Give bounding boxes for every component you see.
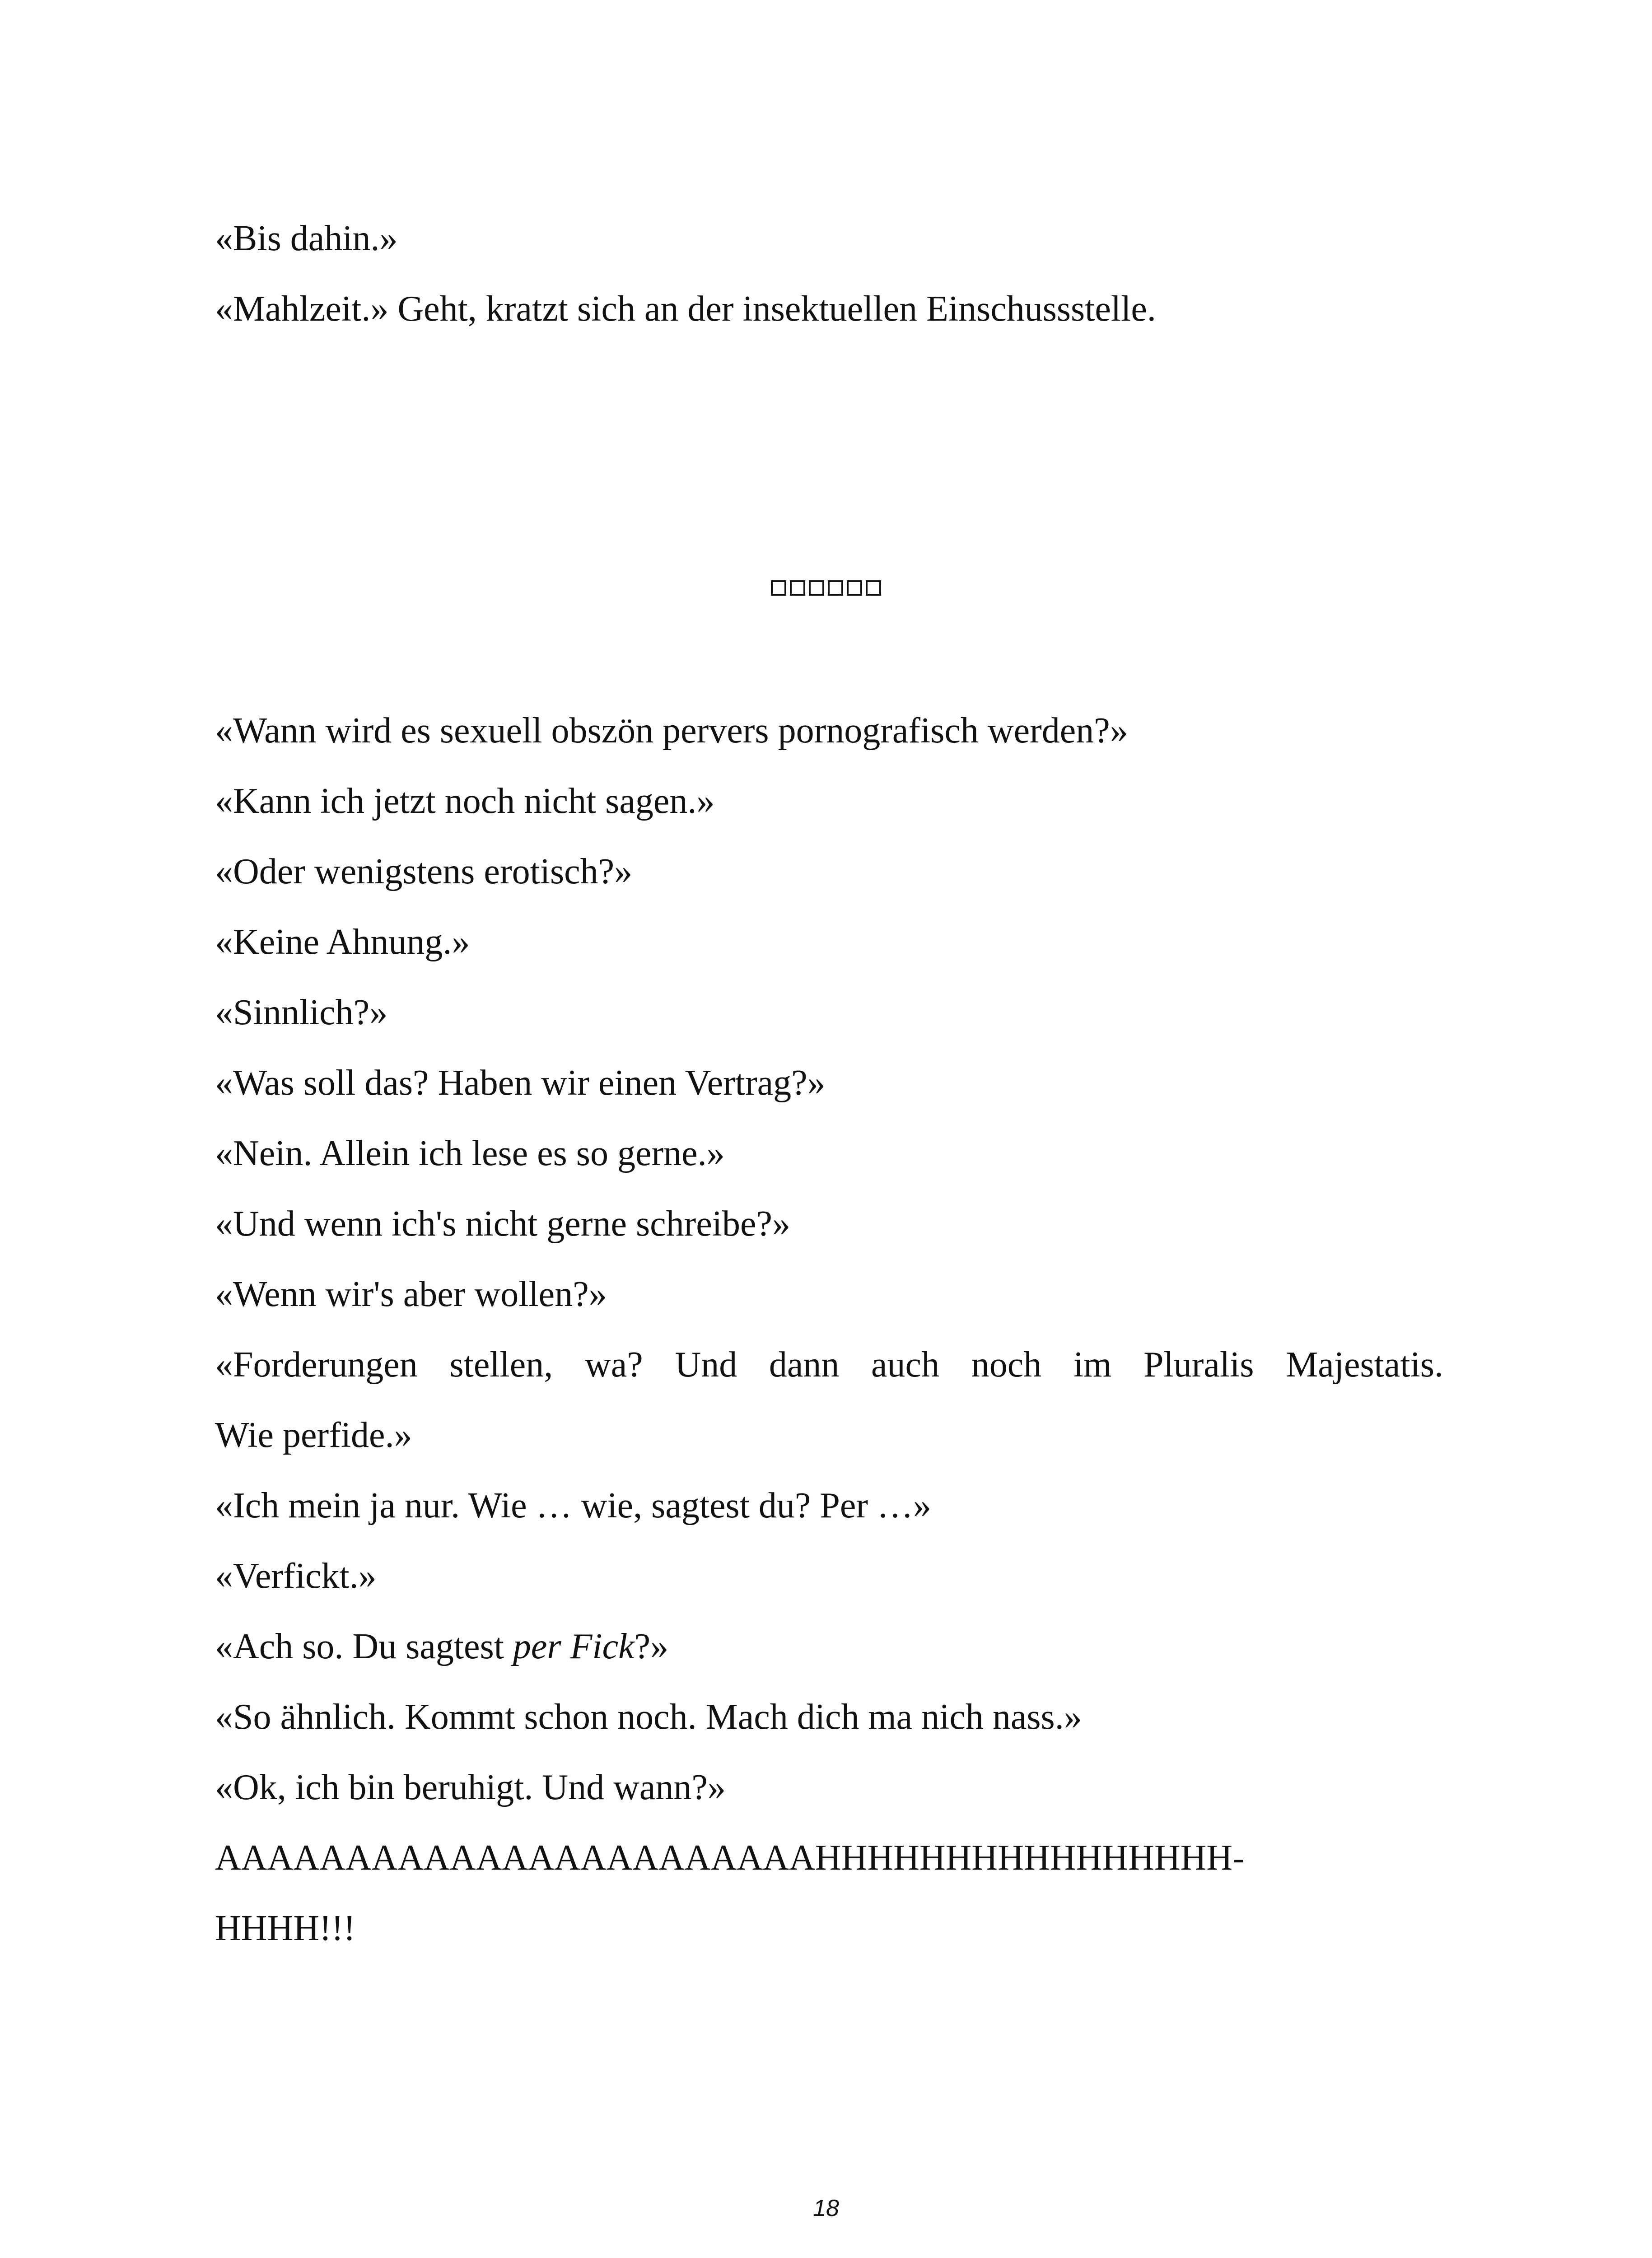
dialog-line: «Und wenn ich's nicht gerne schreibe?» (215, 1204, 790, 1244)
dialog-line: «Wann wird es sexuell obszön pervers pornografisch werden?» (215, 711, 1128, 751)
dialog-line: «Oder wenigstens erotisch?» (215, 852, 633, 891)
dialog-text-block (215, 695, 1443, 1964)
dialog-line: «Was soll das? Haben wir einen Vertrag?» (215, 1063, 826, 1103)
dialog-line: «Wenn wir's aber wollen?» (215, 1274, 607, 1314)
square-box-icon (771, 580, 786, 596)
paragraph-bis-dahin: «Bis dahin.» (215, 219, 398, 258)
dialog-line: Wie perfide.» (215, 1415, 412, 1455)
square-box-icon (847, 580, 862, 596)
square-box-icon (809, 580, 824, 596)
square-box-icon (866, 580, 881, 596)
dialog-line: «Ok, ich bin beruhigt. Und wann?» (215, 1768, 726, 1807)
italic-emphasis: per Fick (513, 1627, 635, 1666)
dialog-line: «Sinnlich?» (215, 993, 388, 1032)
dialog-line: «Ich mein ja nur. Wie … wie, sagtest du? Per …» (215, 1486, 932, 1526)
dialog-line: «Kann ich jetzt noch nicht sagen.» (215, 781, 715, 821)
top-text-block (215, 203, 1443, 344)
dialog-line: «Verfickt.» (215, 1556, 377, 1596)
dialog-line-justified: «Forderungen stellen, wa? Und dann auch noch im Pluralis Majestatis. (215, 1345, 1443, 1385)
square-box-icon (828, 580, 843, 596)
section-separator (0, 580, 1652, 596)
dialog-line: «Keine Ahnung.» (215, 922, 470, 962)
scream-line: AAAAAAAAAAAAAAAAAAAAAAAHHHHHHHHHHHHHHHH- (215, 1838, 1245, 1878)
page-number: 18 (813, 2195, 839, 2221)
square-box-icon (790, 580, 805, 596)
dialog-line: «So ähnlich. Kommt schon noch. Mach dich ma nich nass.» (215, 1697, 1082, 1737)
dialog-line-with-italic (215, 1611, 1443, 1682)
dialog-text-segment: «Ach so. Du sagtest (215, 1627, 513, 1666)
dialog-line: «Nein. Allein ich lese es so gerne.» (215, 1134, 725, 1173)
paragraph-mahlzeit: «Mahlzeit.» Geht, kratzt sich an der insektuellen Einschussstelle. (215, 289, 1156, 329)
scream-line: HHHH!!! (215, 1908, 356, 1948)
dialog-text-segment: ?» (634, 1627, 669, 1666)
